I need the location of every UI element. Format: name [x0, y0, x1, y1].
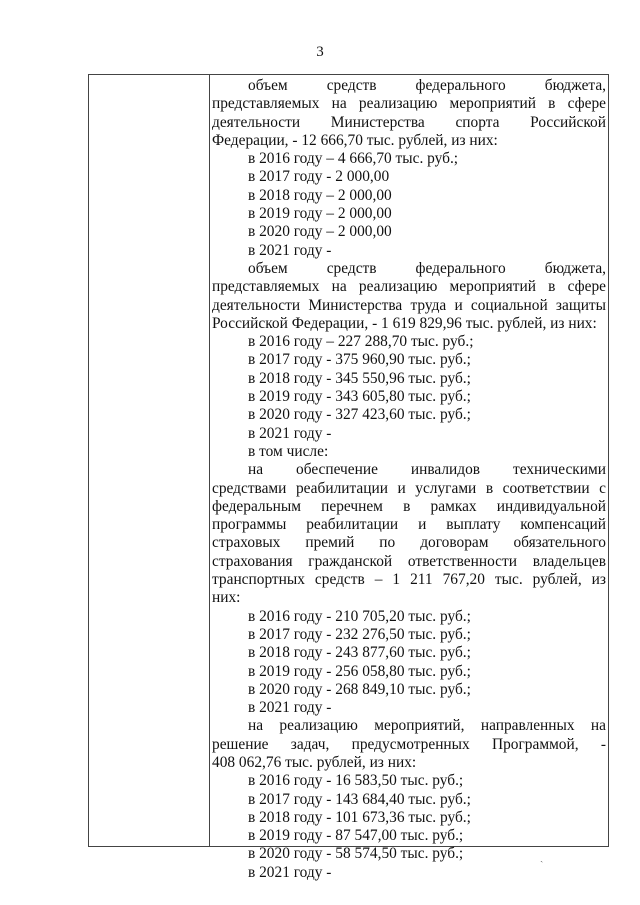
sport-line-3: деятельности Министерства спорта Российской	[212, 113, 606, 131]
labor-line-1: объем средств федерального бюджета,	[248, 259, 606, 277]
labor-line-4: Российской Федерации, - 1 619 829,96 тыс. рублей, из них:	[212, 314, 597, 332]
labor-year-2020: в 2020 году - 327 423,60 тыс. руб.;	[248, 406, 471, 424]
tech-line-4: программы реабилитации и выплату компенсаций	[212, 516, 606, 534]
sport-line-1: объем средств федерального бюджета,	[248, 77, 606, 94]
sport-line-2: представляемых на реализацию мероприятий в сфере	[212, 95, 606, 113]
labor-year-2017: в 2017 году - 375 960,90 тыс. руб.;	[248, 351, 471, 369]
program-year-2018: в 2018 году - 101 673,36 тыс. руб.;	[248, 808, 471, 826]
corner-mark: ˎ	[540, 852, 544, 863]
tech-line-7: транспортных средств – 1 211 767,20 тыс. рублей, из	[212, 571, 606, 589]
program-year-2020: в 2020 году - 58 574,50 тыс. руб.;	[248, 845, 464, 863]
program-year-2021: в 2021 году -	[248, 863, 332, 881]
program-year-2017: в 2017 году - 143 684,40 тыс. руб.;	[248, 790, 471, 808]
labor-line-3: деятельности Министерства труда и социальной защиты	[212, 296, 606, 314]
labor-year-2016: в 2016 году – 227 288,70 тыс. руб.;	[248, 333, 474, 351]
tech-line-8: них:	[212, 589, 241, 607]
sport-year-2018: в 2018 году – 2 000,00	[248, 186, 392, 204]
labor-including: в том числе:	[248, 442, 329, 460]
sport-line-4: Федерации, - 12 666,70 тыс. рублей, из них:	[212, 131, 498, 149]
tech-year-2019: в 2019 году - 256 058,80 тыс. руб.;	[248, 662, 471, 680]
labor-year-2019: в 2019 году - 343 605,80 тыс. руб.;	[248, 388, 471, 406]
tech-line-3: федеральным перечнем в рамках индивидуальной	[212, 497, 606, 515]
tech-line-6: страхования гражданской ответственности владельцев	[212, 552, 606, 570]
table-column-divider	[209, 75, 210, 846]
tech-year-2017: в 2017 году - 232 276,50 тыс. руб.;	[248, 625, 471, 643]
sport-year-2019: в 2019 году – 2 000,00	[248, 205, 392, 223]
program-line-1: на реализацию мероприятий, направленных на	[248, 717, 606, 735]
sport-year-2020: в 2020 году – 2 000,00	[248, 223, 392, 241]
sport-year-2016: в 2016 году – 4 666,70 тыс. руб.;	[248, 150, 459, 168]
sport-year-2017: в 2017 году - 2 000,00	[248, 168, 390, 186]
tech-year-2020: в 2020 году - 268 849,10 тыс. руб.;	[248, 680, 471, 698]
program-line-3: 408 062,76 тыс. рублей, из них:	[212, 753, 417, 771]
tech-line-1: на обеспечение инвалидов техническими	[248, 461, 606, 479]
labor-line-2: представляемых на реализацию мероприятий в сфере	[212, 278, 606, 296]
program-year-2019: в 2019 году - 87 547,00 тыс. руб.;	[248, 827, 464, 845]
program-line-2: решение задач, предусмотренных Программой, -	[212, 735, 606, 753]
tech-year-2018: в 2018 году - 243 877,60 тыс. руб.;	[248, 644, 471, 662]
tech-year-2016: в 2016 году - 210 705,20 тыс. руб.;	[248, 607, 471, 625]
tech-line-5: страховых премий по договорам обязательного	[212, 534, 606, 552]
tech-line-2: средствами реабилитации и услугами в соответствии с	[212, 479, 606, 497]
labor-year-2021: в 2021 году -	[248, 424, 332, 442]
budget-table-right-cell	[212, 77, 606, 882]
budget-table	[88, 74, 609, 881]
program-year-2016: в 2016 году - 16 583,50 тыс. руб.;	[248, 772, 464, 790]
tech-year-2021: в 2021 году -	[248, 699, 332, 717]
sport-year-2021: в 2021 году -	[248, 241, 332, 259]
labor-year-2018: в 2018 году - 345 550,96 тыс. руб.;	[248, 369, 471, 387]
page-number: 3	[316, 44, 324, 60]
